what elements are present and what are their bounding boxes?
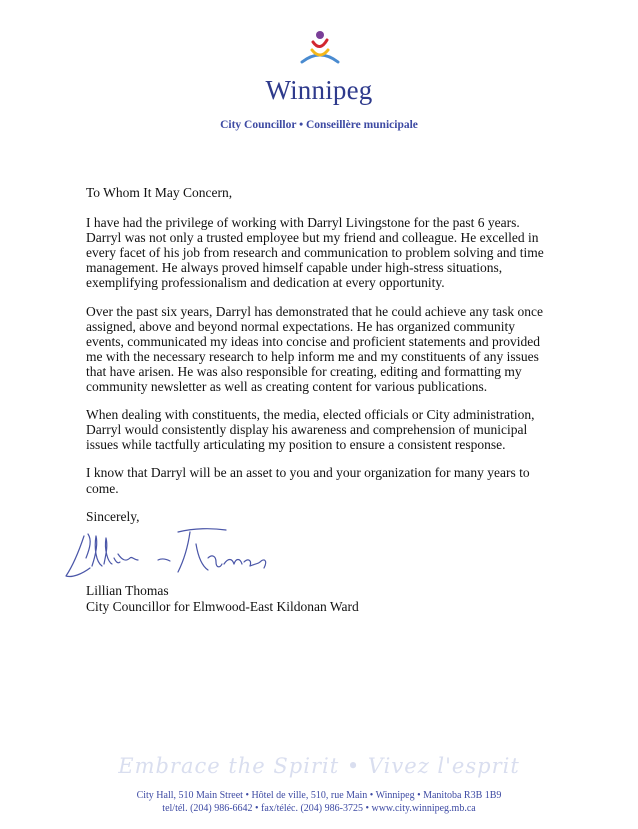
signer-name: Lillian Thomas [86,583,169,598]
winnipeg-logo-icon [298,26,342,66]
footer-motto: Embrace the Spirit • Vivez l'esprit [118,754,520,778]
letter-body [86,185,546,509]
closing: Sincerely, [86,509,140,524]
footer-address [0,790,638,815]
paragraph-1: I have had the privilege of working with Darryl Livingstone for the past 6 years. Darryl was not only a trusted employee but my friend and colleague. He excelled in every facet of his job from research and communication to problem solving and time management. He always proved himself capable under high-stress situations, exemplifying professionalism and dedication at every opportunity. [86,215,544,291]
greeting: To Whom It May Concern, [86,185,233,200]
signer-title: City Councillor for Elmwood-East Kildonan Ward [86,598,359,614]
paragraph-4: I know that Darryl will be an asset to you and your organization for many years to come. [86,465,530,496]
handwritten-signature [62,518,272,586]
paragraph-3: When dealing with constituents, the media, elected officials or City administration, Darryl would consistently display his awareness and comprehension of municipal issues while tactfully articulating my position to ensure a consistent response. [86,407,535,453]
city-name: Winnipeg [265,75,373,105]
contact-line: tel/tél. (204) 986-6642 • fax/téléc. (204) 986-3725 • www.city.winnipeg.mb.ca [162,802,476,814]
paragraph-2: Over the past six years, Darryl has demonstrated that he could achieve any task once assigned, above and beyond normal expectations. He has organized community events, communicated my ideas into concise and proficient statements and provided me with the necessary research to help inform me and my constituents of any issues that have arisen. He was also responsible for creating, editing and formatting my community newsletter as well as creating content for various publications. [86,303,543,395]
office-title: City Councillor • Conseillère municipale [220,119,418,131]
address-line: City Hall, 510 Main Street • Hôtel de ville, 510, rue Main • Winnipeg • Manitoba R3B 1B9 [136,790,502,801]
signature-block [86,583,359,614]
